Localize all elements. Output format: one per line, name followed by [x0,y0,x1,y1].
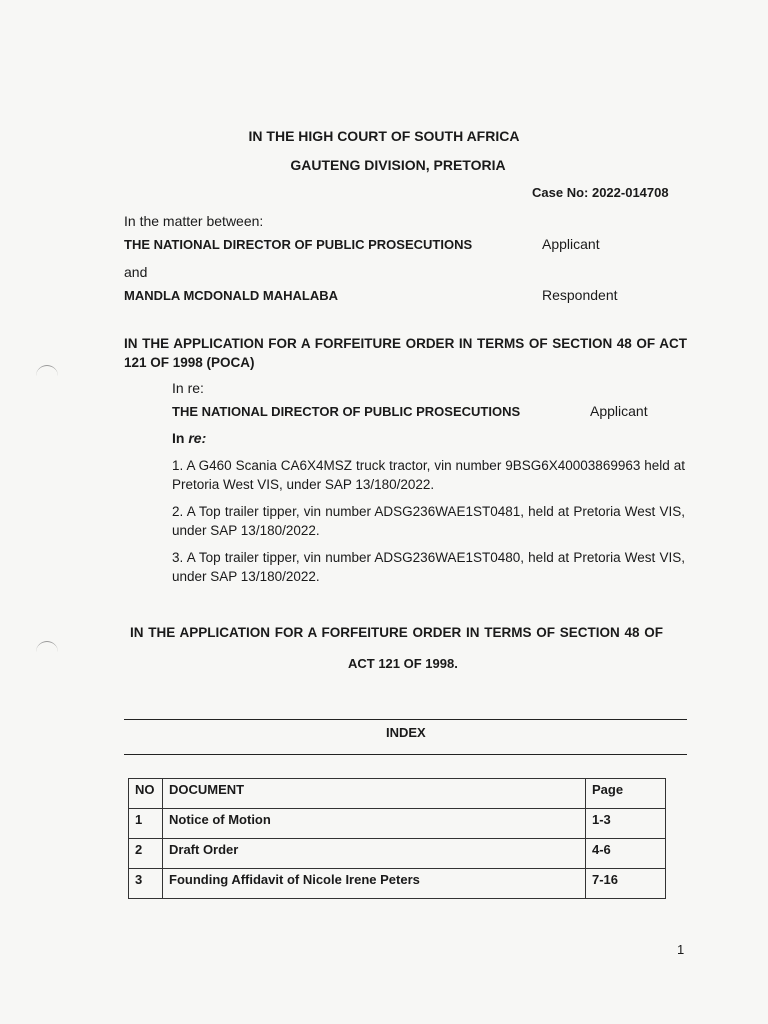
row-document: Founding Affidavit of Nicole Irene Peters [163,869,586,899]
table-row [129,839,666,869]
index-title: INDEX [386,725,426,740]
applicant-role-2: Applicant [590,403,648,419]
page-number: 1 [677,942,685,957]
item-2: 2. A Top trailer tipper, vin number ADSG236WAE1ST0481, held at Pretoria West VIS, under SAP 13/180/2022. [172,504,685,538]
row-document: Notice of Motion [163,809,586,839]
and-label: and [124,264,148,280]
row-page: 7-16 [586,869,666,899]
second-heading-line1: IN THE APPLICATION FOR A FORFEITURE ORDER IN TERMS OF SECTION 48 OF [130,625,664,640]
re-word: re: [188,430,207,446]
applicant-role: Applicant [542,236,600,252]
index-rule-top [124,719,687,720]
row-no: 3 [129,869,163,899]
application-heading: IN THE APPLICATION FOR A FORFEITURE ORDER IN TERMS OF SECTION 48 OF ACT 121 OF 1998 (POCA) [124,336,687,370]
in-re-heading [172,430,206,446]
row-no: 2 [129,839,163,869]
item-3: 3. A Top trailer tipper, vin number ADSG236WAE1ST0480, held at Pretoria West VIS, under SAP 13/180/2022. [172,550,685,584]
matter-between-label: In the matter between: [124,213,264,229]
table-row [129,809,666,839]
index-rule-bottom [124,754,687,755]
header-page: Page [586,779,666,809]
row-page: 1-3 [586,809,666,839]
respondent-role: Respondent [542,287,618,303]
row-no: 1 [129,809,163,839]
court-division: GAUTENG DIVISION, PRETORIA [290,157,506,173]
header-document: DOCUMENT [163,779,586,809]
in-re-word: In [172,430,185,446]
second-heading-line2: ACT 121 OF 1998. [348,656,458,671]
index-table [128,778,666,899]
header-no: NO [129,779,163,809]
applicant-name-2: THE NATIONAL DIRECTOR OF PUBLIC PROSECUTIONS [172,404,521,419]
respondent-name: MANDLA MCDONALD MAHALABA [124,288,338,303]
item-1: 1. A G460 Scania CA6X4MSZ truck tractor, vin number 9BSG6X40003869963 held at Pretoria West VIS, under SAP 13/180/2022. [172,458,685,492]
row-document: Draft Order [163,839,586,869]
table-row [129,869,666,899]
table-header-row [129,779,666,809]
applicant-name: THE NATIONAL DIRECTOR OF PUBLIC PROSECUTIONS [124,237,473,252]
court-name: IN THE HIGH COURT OF SOUTH AFRICA [248,128,520,144]
punch-hole-mark [36,641,58,654]
in-re-label: In re: [172,380,204,396]
case-number: Case No: 2022-014708 [532,185,669,200]
row-page: 4-6 [586,839,666,869]
punch-hole-mark [36,365,58,378]
